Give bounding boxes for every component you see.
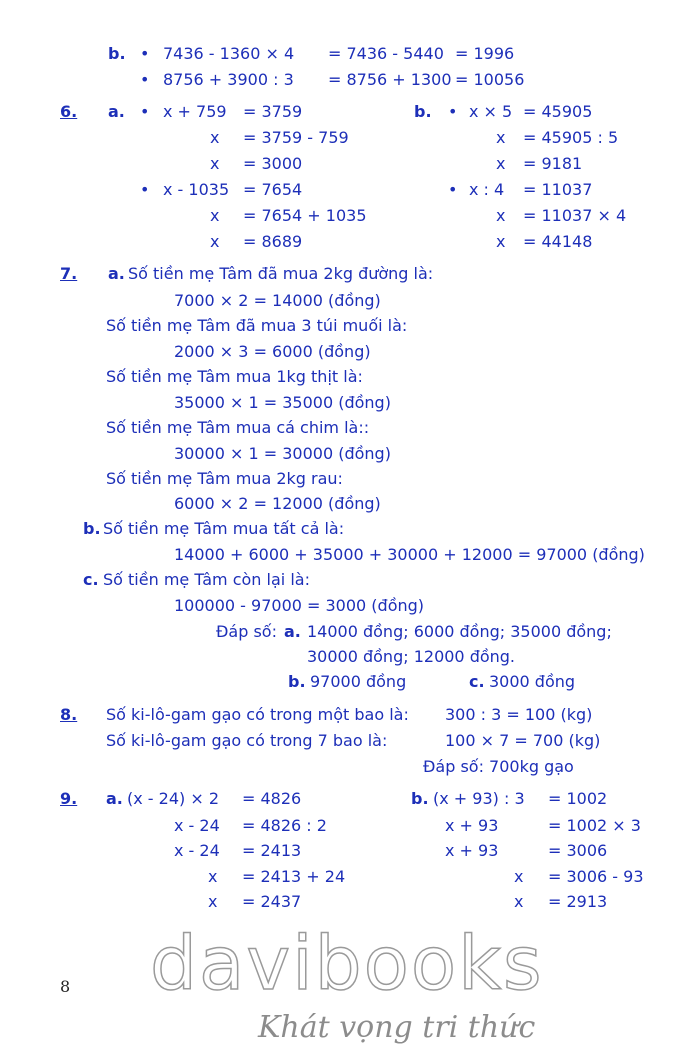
p7-calc-2: 2000 × 3 = 6000 (đồng) <box>174 342 371 361</box>
p7-question-5: Số tiền mẹ Tâm mua 2kg rau: <box>106 469 343 488</box>
p7-a-label: a. <box>108 264 125 283</box>
p6-right-lhs-2: x <box>496 128 506 147</box>
top-b-label: b. <box>108 44 126 63</box>
p9-left-rhs-5: = 2437 <box>242 892 302 911</box>
top-b-result-2: = 10056 <box>455 70 525 89</box>
p6-right-lhs-5: x <box>496 206 506 225</box>
top-b-step-1: = 7436 - 5440 <box>328 44 444 63</box>
p6-a-label: a. <box>108 102 125 121</box>
p7-answer-c: 3000 đồng <box>489 672 576 691</box>
problem-8-number: 8. <box>60 705 78 724</box>
top-b-expr-2: 8756 + 3900 : 3 <box>163 70 294 89</box>
p6-left-bullet-1: • <box>140 102 150 121</box>
p6-right-lhs-6: x <box>496 232 506 251</box>
p7-b-question: Số tiền mẹ Tâm mua tất cả là: <box>103 519 345 538</box>
p7-answer-prefix: Đáp số: <box>216 622 277 641</box>
top-b-bullet-1: • <box>140 44 150 63</box>
p9-right-lhs-5: x <box>514 892 524 911</box>
p6-right-bullet-1: • <box>448 102 458 121</box>
problem-7-number: 7. <box>60 264 78 283</box>
p9-left-rhs-4: = 2413 + 24 <box>242 867 346 886</box>
problem-6-number: 6. <box>60 102 78 121</box>
p6-left-lhs-6: x <box>210 232 220 251</box>
p6-left-rhs-2: = 3759 - 759 <box>243 128 349 147</box>
p7-calc-5: 6000 × 2 = 12000 (đồng) <box>174 494 381 513</box>
p9-right-rhs-5: = 2913 <box>548 892 608 911</box>
p7-a-calc-1: 7000 × 2 = 14000 (đồng) <box>174 291 381 310</box>
p9-right-rhs-3: = 3006 <box>548 841 608 860</box>
p7-answer-b-label: b. <box>288 672 306 691</box>
p6-right-bullet-4: • <box>448 180 458 199</box>
p9-a-label: a. <box>106 789 123 808</box>
p6-right-rhs-1: = 45905 <box>523 102 593 121</box>
p7-answer-a-line-1: 14000 đồng; 6000 đồng; 35000 đồng; <box>307 622 612 641</box>
p6-left-rhs-6: = 8689 <box>243 232 303 251</box>
p9-left-lhs-2: x - 24 <box>174 816 220 835</box>
p9-left-lhs-3: x - 24 <box>174 841 220 860</box>
p9-right-lhs-1: (x + 93) : 3 <box>433 789 525 808</box>
p7-answer-b: 97000 đồng <box>310 672 407 691</box>
p6-left-rhs-1: = 3759 <box>243 102 303 121</box>
p6-right-rhs-5: = 11037 × 4 <box>523 206 627 225</box>
p7-a-question-1: Số tiền mẹ Tâm đã mua 2kg đường là: <box>128 264 434 283</box>
p6-right-rhs-3: = 9181 <box>523 154 583 173</box>
p7-c-label: c. <box>83 570 99 589</box>
p8-question-2: Số ki-lô-gam gạo có trong 7 bao là: <box>106 731 388 750</box>
p8-answer: Đáp số: 700kg gạo <box>423 757 574 776</box>
p7-question-4: Số tiền mẹ Tâm mua cá chim là:: <box>106 418 370 437</box>
p9-right-rhs-1: = 1002 <box>548 789 608 808</box>
p6-right-lhs-4: x : 4 <box>469 180 505 199</box>
p8-calc-2: 100 × 7 = 700 (kg) <box>445 731 601 750</box>
p9-b-label: b. <box>411 789 429 808</box>
p6-right-lhs-3: x <box>496 154 506 173</box>
p7-c-calc: 100000 - 97000 = 3000 (đồng) <box>174 596 425 615</box>
p6-b-label: b. <box>414 102 432 121</box>
p7-question-2: Số tiền mẹ Tâm đã mua 3 túi muối là: <box>106 316 408 335</box>
problem-9-number: 9. <box>60 789 78 808</box>
p9-right-lhs-3: x + 93 <box>445 841 499 860</box>
p6-left-lhs-1: x + 759 <box>163 102 227 121</box>
p6-right-rhs-6: = 44148 <box>523 232 593 251</box>
p6-left-bullet-4: • <box>140 180 150 199</box>
top-b-result-1: = 1996 <box>455 44 515 63</box>
watermark-brand: davibooks <box>150 921 544 1007</box>
p9-right-lhs-2: x + 93 <box>445 816 499 835</box>
p6-left-lhs-4: x - 1035 <box>163 180 230 199</box>
p8-question-1: Số ki-lô-gam gạo có trong một bao là: <box>106 705 409 724</box>
p9-right-lhs-4: x <box>514 867 524 886</box>
top-b-step-2: = 8756 + 1300 <box>328 70 452 89</box>
p7-calc-3: 35000 × 1 = 35000 (đồng) <box>174 393 391 412</box>
page-number: 8 <box>60 977 71 996</box>
watermark-slogan: Khát vọng tri thức <box>258 1010 536 1045</box>
p6-right-rhs-2: = 45905 : 5 <box>523 128 619 147</box>
p6-left-rhs-3: = 3000 <box>243 154 303 173</box>
p7-b-calc: 14000 + 6000 + 35000 + 30000 + 12000 = 97000 (đồng) <box>174 545 645 564</box>
p8-calc-1: 300 : 3 = 100 (kg) <box>445 705 593 724</box>
p7-answer-c-label: c. <box>469 672 485 691</box>
p7-answer-a-line-2: 30000 đồng; 12000 đồng. <box>307 647 516 666</box>
p6-right-rhs-4: = 11037 <box>523 180 593 199</box>
p9-left-lhs-5: x <box>208 892 218 911</box>
p7-answer-a-label: a. <box>284 622 301 641</box>
p9-left-lhs-4: x <box>208 867 218 886</box>
top-b-expr-1: 7436 - 1360 × 4 <box>163 44 295 63</box>
p9-left-rhs-3: = 2413 <box>242 841 302 860</box>
p7-b-label: b. <box>83 519 101 538</box>
p6-left-rhs-5: = 7654 + 1035 <box>243 206 367 225</box>
p9-left-lhs-1: (x - 24) × 2 <box>127 789 220 808</box>
p7-calc-4: 30000 × 1 = 30000 (đồng) <box>174 444 391 463</box>
p7-c-question: Số tiền mẹ Tâm còn lại là: <box>103 570 310 589</box>
p9-right-rhs-4: = 3006 - 93 <box>548 867 644 886</box>
p6-right-lhs-1: x × 5 <box>469 102 513 121</box>
p9-left-rhs-2: = 4826 : 2 <box>242 816 327 835</box>
top-b-bullet-2: • <box>140 70 150 89</box>
p6-left-rhs-4: = 7654 <box>243 180 303 199</box>
p7-question-3: Số tiền mẹ Tâm mua 1kg thịt là: <box>106 367 363 386</box>
p9-right-rhs-2: = 1002 × 3 <box>548 816 641 835</box>
p6-left-lhs-2: x <box>210 128 220 147</box>
p9-left-rhs-1: = 4826 <box>242 789 302 808</box>
p6-left-lhs-5: x <box>210 206 220 225</box>
p6-left-lhs-3: x <box>210 154 220 173</box>
